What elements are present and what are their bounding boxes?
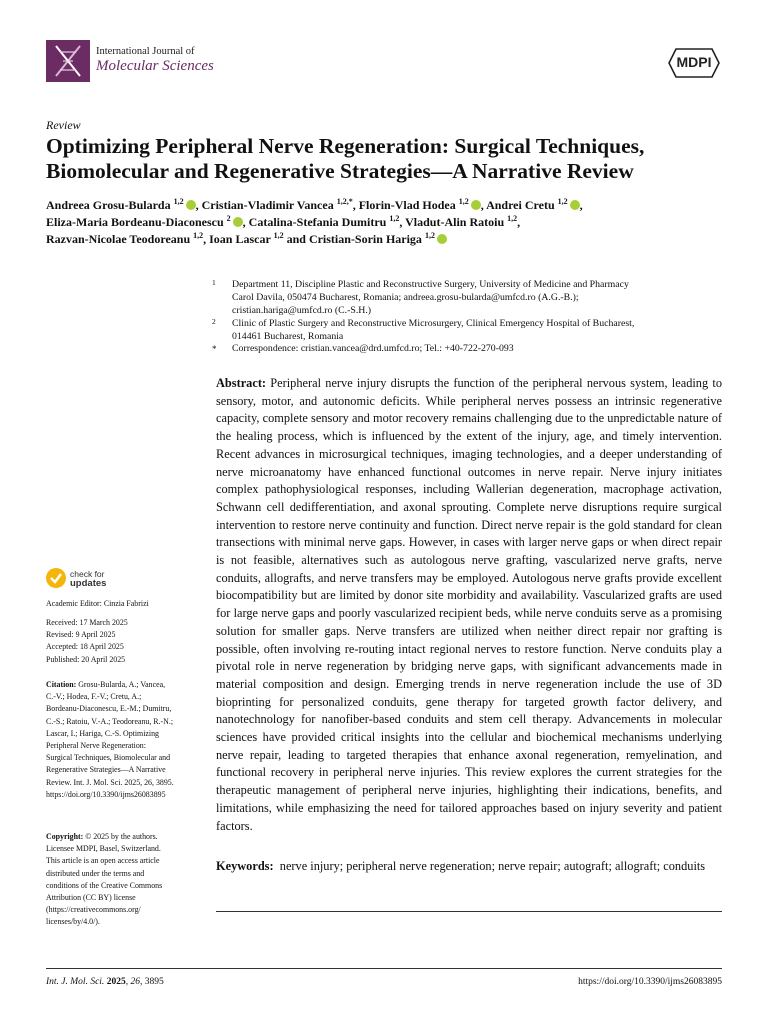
- footer-divider: [46, 968, 722, 969]
- author-separator: ,: [195, 198, 202, 212]
- author-affiliation-sup: 1,2: [193, 231, 204, 240]
- citation-line: Grosu-Bularda, A.; Vancea,: [76, 680, 166, 689]
- author-affiliation-sup: 1,2: [507, 214, 518, 223]
- affiliation-line: cristian.hariga@umfcd.ro (C.-S.H.): [232, 305, 372, 316]
- author-affiliation-sup: 1,2: [458, 197, 469, 206]
- author-affiliation-sup: 1,2: [389, 214, 400, 223]
- copyright-line: conditions of the Creative Commons: [46, 880, 163, 890]
- author-name: Razvan-Nicolae Teodoreanu: [46, 232, 194, 246]
- copyright-line: Attribution (CC BY) license: [46, 893, 136, 903]
- citation-block: [46, 679, 198, 801]
- citation-line: Review. Int. J. Mol. Sci. 2025, 26, 3895.: [46, 777, 174, 787]
- author-affiliation-sup: 1,2,*: [336, 197, 353, 206]
- author-name: Andrei Cretu: [486, 198, 558, 212]
- dna-icon: [46, 40, 90, 82]
- affiliation-1: [212, 278, 726, 317]
- affiliation-line: Clinic of Plastic Surgery and Reconstructive Microsurgery, Clinical Emergency Hospital of Bucharest,: [232, 318, 635, 329]
- copyright-label: Copyright:: [46, 832, 84, 841]
- copyright-line: © 2025 by the authors.: [83, 832, 158, 841]
- author-list: [46, 197, 736, 248]
- citation-line: C.-V.; Hodea, F.-V.; Cretu, A.;: [46, 692, 142, 702]
- citation-line: Peripheral Nerve Regeneration:: [46, 741, 146, 751]
- affiliation-2: [212, 317, 726, 343]
- author-separator: ,: [517, 215, 521, 229]
- author-affiliation-sup: 1,2: [424, 231, 435, 240]
- check-for-updates-button[interactable]: [46, 568, 166, 590]
- check-updates-line2: updates: [70, 578, 107, 589]
- copyright-line: Licensee MDPI, Basel, Switzerland.: [46, 844, 161, 854]
- author-separator: and: [283, 232, 309, 246]
- license-link[interactable]: (https://creativecommons.org/: [46, 905, 141, 915]
- date-accepted: Accepted: 18 April 2025: [46, 642, 124, 652]
- mdpi-logo: [668, 48, 720, 78]
- author-name: Cristian-Sorin Hariga: [308, 232, 425, 246]
- orcid-icon[interactable]: [570, 200, 580, 210]
- keywords-divider: [216, 911, 722, 912]
- date-revised: Revised: 9 April 2025: [46, 630, 116, 640]
- abstract: [216, 375, 722, 835]
- author-name: Catalina-Stefania Dumitru: [248, 215, 390, 229]
- copyright-line: This article is an open access article: [46, 856, 160, 866]
- author-name: Vladut-Alin Ratoiu: [405, 215, 508, 229]
- citation-doi-link[interactable]: https://doi.org/10.3390/ijms26083895: [46, 789, 166, 799]
- publication-dates: [46, 617, 198, 666]
- author-separator: ,: [203, 232, 210, 246]
- footer-doi-link[interactable]: https://doi.org/10.3390/ijms26083895: [578, 977, 722, 987]
- journal-logo: [46, 40, 90, 82]
- license-link[interactable]: licenses/by/4.0/).: [46, 917, 100, 927]
- article-type: Review: [46, 118, 81, 132]
- journal-name-line1: International Journal of: [96, 46, 195, 57]
- citation-line: Regenerative Strategies—A Narrative: [46, 765, 166, 775]
- author-name: Cristian-Vladimir Vancea: [201, 198, 337, 212]
- mdpi-logo-text: MDPI: [676, 54, 712, 70]
- keywords-text: nerve injury; peripheral nerve regeneration; nerve repair; autograft; allograft; conduits: [279, 859, 706, 873]
- author-name: Eliza-Maria Bordeanu-Diaconescu: [46, 215, 227, 229]
- citation-line: Surgical Techniques, Biomolecular and: [46, 753, 171, 763]
- author-separator: ,: [480, 198, 487, 212]
- author-name: Ioan Lascar: [209, 232, 274, 246]
- orcid-icon[interactable]: [186, 200, 196, 210]
- author-separator: ,: [352, 198, 359, 212]
- author-name: Florin-Vlad Hodea: [358, 198, 459, 212]
- abstract-text: Peripheral nerve injury disrupts the function of the peripheral nervous system, leading to sensory, motor, and autonomic deficits. While peripheral nerves possess an intrinsic regenerative capacity, complete sensory and motor recovery remains challenging due to the unpredictable nature of the healing process, which is influenced by the extent of the injury, age, and timely intervention. Recent advances in microsurgical techniques, imaging technologies, and a deeper understanding of nerve microanatomy have enhanced functional outcomes in nerve repair. Nerve injury initiates complex pathophysiological responses, including Wallerian degeneration, macrophage activation, Schwann cell dedifferentiation, and axonal sprouting. Complete nerve disruptions require surgical intervention to restore nerve continuity and function. Direct nerve repair is the gold standard for clean transections with minimal nerve gaps. However, in cases with larger nerve gaps or when direct repair is not feasible, alternatives such as autologous nerve grafting, vascularized nerve grafts, nerve conduits, allografts, and nerve transfers may be employed. Autologous nerve grafts provide excellent biocompatibility but are limited by donor site morbidity and availability. Vascularized grafts are used for large nerve gaps and poorly vascularized recipient beds, while nerve conduits serve as a promising solution for smaller gaps. Nerve transfers are utilized when neither direct repair nor grafting is possible, often involving re-routing intact regional nerves to restore function. Nerve conduits play a pivotal role in nerve regeneration by bridging nerve gaps, with significant advancements made in material composition and design. Emerging trends in nerve regeneration include the use of 3D bioprinting for personalized conduits, gene therapy for targeted growth factor delivery, and nanotechnology for nanofiber-based conduits and stem cell therapy. Advancements in molecular sciences have provided critical insights into the cellular and biochemical mechanisms underlying nerve repair, leading to targeted therapies that enhance axonal regeneration, remyelination, and functional recovery in peripheral nerve injuries. This review explores the current strategies for the therapeutic management of peripheral nerve injuries, highlighting their indications, benefits, and limitations, while emphasizing the need for tailored approaches based on injury severity and patient factors.: [216, 376, 722, 833]
- affiliation-line: Carol Davila, 050474 Bucharest, Romania; andreea.grosu-bularda@umfcd.ro (A.G.-B.);: [232, 292, 579, 303]
- date-received: Received: 17 March 2025: [46, 618, 128, 627]
- author-affiliation-sup: 1,2: [273, 231, 284, 240]
- copyright-block: [46, 831, 198, 929]
- correspondence-marker: *: [212, 344, 217, 354]
- abstract-label: Abstract:: [216, 376, 267, 390]
- correspondence-line: Correspondence: cristian.vancea@drd.umfcd.ro; Tel.: +40-722-270-093: [232, 343, 514, 354]
- author-affiliation-sup: 1,2: [173, 197, 184, 206]
- correspondence: [212, 342, 726, 355]
- keywords-label: Keywords:: [216, 859, 274, 873]
- check-updates-line1: check for: [70, 569, 105, 579]
- orcid-icon[interactable]: [233, 217, 243, 227]
- article-title: Optimizing Peripheral Nerve Regeneration: Surgical Techniques, Biomolecular and Regenerative Strategies—A Narrative Review: [46, 134, 645, 183]
- journal-name-line2: Molecular Sciences: [96, 58, 214, 74]
- citation-line: C.-S.; Ratoiu, V.-A.; Teodoreanu, R.-N.;: [46, 716, 174, 726]
- date-published: Published: 20 April 2025: [46, 654, 126, 664]
- footer-citation: Int. J. Mol. Sci. 2025, 26, 3895: [46, 977, 164, 987]
- copyright-line: distributed under the terms and: [46, 868, 145, 878]
- author-separator: ,: [579, 198, 583, 212]
- author-affiliation-sup: 2: [226, 214, 231, 223]
- author-separator: ,: [242, 215, 249, 229]
- author-name: Andreea Grosu-Bularda: [46, 198, 174, 212]
- orcid-icon[interactable]: [437, 234, 447, 244]
- affiliation-marker: 1: [212, 278, 216, 287]
- orcid-icon[interactable]: [471, 200, 481, 210]
- academic-editor: Academic Editor: Cinzia Fabrizi: [46, 599, 149, 608]
- affiliation-line: 014461 Bucharest, Romania: [232, 331, 344, 342]
- keywords: [216, 858, 722, 876]
- author-affiliation-sup: 1,2: [557, 197, 568, 206]
- affiliation-line: Department 11, Discipline Plastic and Reconstructive Surgery, University of Medicine and Pharmacy: [232, 279, 629, 290]
- citation-line: Bordeanu-Diaconescu, E.-M.; Dumitru,: [46, 704, 172, 714]
- citation-line: Lascar, I.; Hariga, C.-S. Optimizing: [46, 728, 159, 738]
- author-separator: ,: [399, 215, 406, 229]
- citation-label: Citation:: [46, 680, 77, 689]
- check-updates-icon: [46, 568, 66, 588]
- affiliation-marker: 2: [212, 317, 216, 326]
